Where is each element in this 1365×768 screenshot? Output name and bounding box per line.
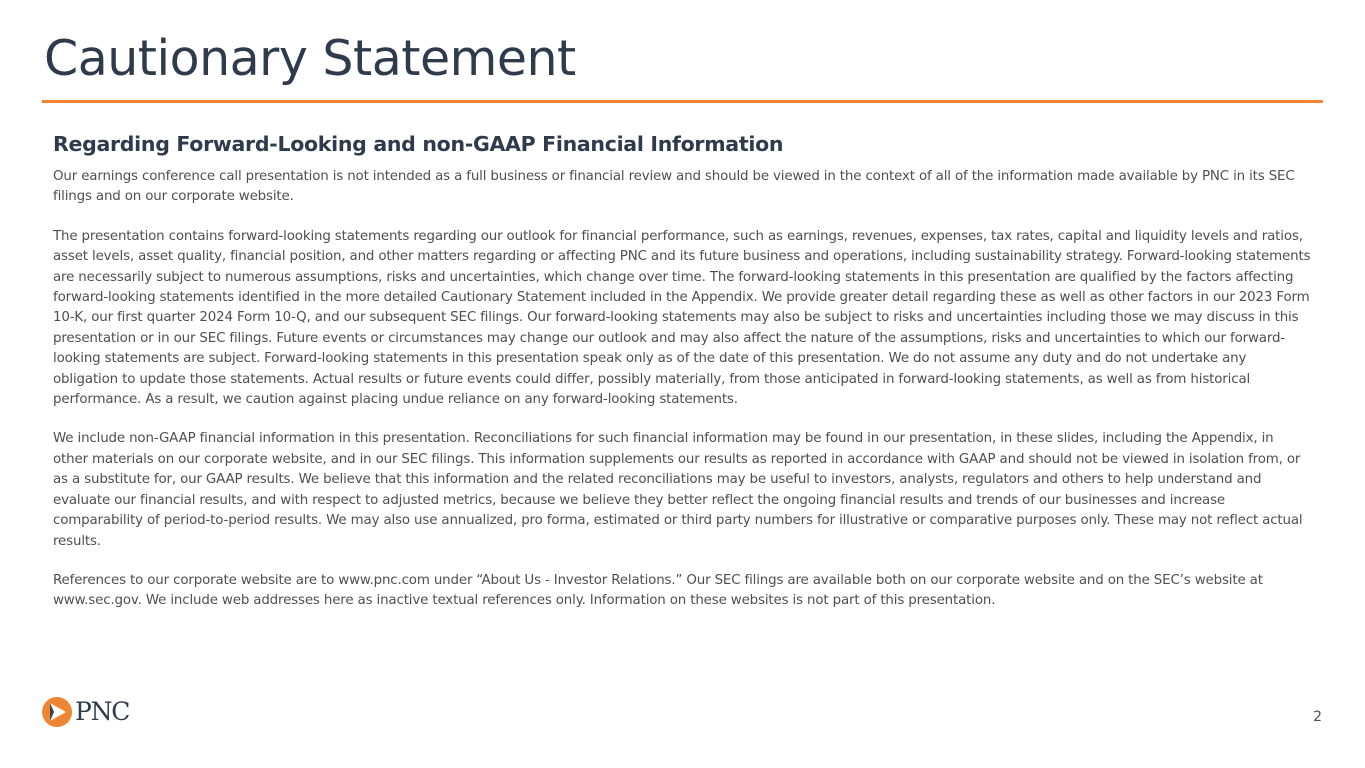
pnc-wordmark: PNC: [75, 697, 130, 726]
pnc-logo-icon: [41, 696, 73, 728]
paragraph-review-context: Our earnings conference call presentation is not intended as a full business or financial review and should be viewed in the context of all of the information made available by PNC in its SEC filings and on our corporate website.: [53, 169, 1295, 205]
cautionary-content: [53, 130, 1311, 631]
page-number: 2: [1313, 709, 1322, 725]
title-divider: [42, 100, 1323, 103]
paragraph-forward-looking: The presentation contains forward-looking statements regarding our outlook for financial performance, such as earnings, revenues, expenses, tax rates, capital and liquidity levels and ratios, asset levels, asset quality, financial position, and other matters regarding or affecting PNC and its future business and operations, including sustainability strategy. Forward-looking statements are necessarily subject to numerous assumptions, risks and uncertainties, which change over time. The forward-looking statements in this presentation are qualified by the factors affecting forward-looking statements identified in the more detailed Cautionary Statement included in the Appendix. We provide greater detail regarding these as well as other factors in our 2023 Form 10-K, our first quarter 2024 Form 10-Q, and our subsequent SEC filings. Our forward-looking statements may also be subject to risks and uncertainties including those we may discuss in this presentation or in our SEC filings. Future events or circumstances may change our outlook and may also affect the nature of the assumptions, risks and uncertainties to which our forward-looking statements are subject. Forward-looking statements in this presentation speak only as of the date of this presentation. We do not assume any duty and do not undertake any obligation to update those statements. Actual results or future events could differ, possibly materially, from those anticipated in forward-looking statements, as well as from historical performance. As a result, we caution against placing undue reliance on any forward-looking statements.: [53, 228, 1311, 408]
paragraph-non-gaap: We include non-GAAP financial information in this presentation. Reconciliations for such financial information may be found in our presentation, in these slides, including the Appendix, in other materials on our corporate website, and in our SEC filings. This information supplements our results as reported in accordance with GAAP and should not be viewed in isolation from, or as a substitute for, our GAAP results. We believe that this information and the related reconciliations may be useful to investors, analysts, regulators and others to help understand and evaluate our financial results, and with respect to adjusted metrics, because we believe they better reflect the ongoing financial results and trends of our businesses and increase comparability of period-to-period results. We may also use annualized, pro forma, estimated or third party numbers for illustrative or comparative purposes only. These may not reflect actual results.: [53, 431, 1303, 549]
slide-title: Cautionary Statement: [44, 30, 576, 87]
section-heading: Regarding Forward-Looking and non-GAAP Financial Information: [53, 132, 784, 156]
paragraph-website-references: References to our corporate website are to www.pnc.com under “About Us - Investor Relations.” Our SEC filings are available both on our corporate website and on the SEC’s website at www.sec.gov. We include web addresses here as inactive textual references only. Information on these websites is not part of this presentation.: [53, 572, 1263, 609]
pnc-logo: [41, 696, 129, 728]
